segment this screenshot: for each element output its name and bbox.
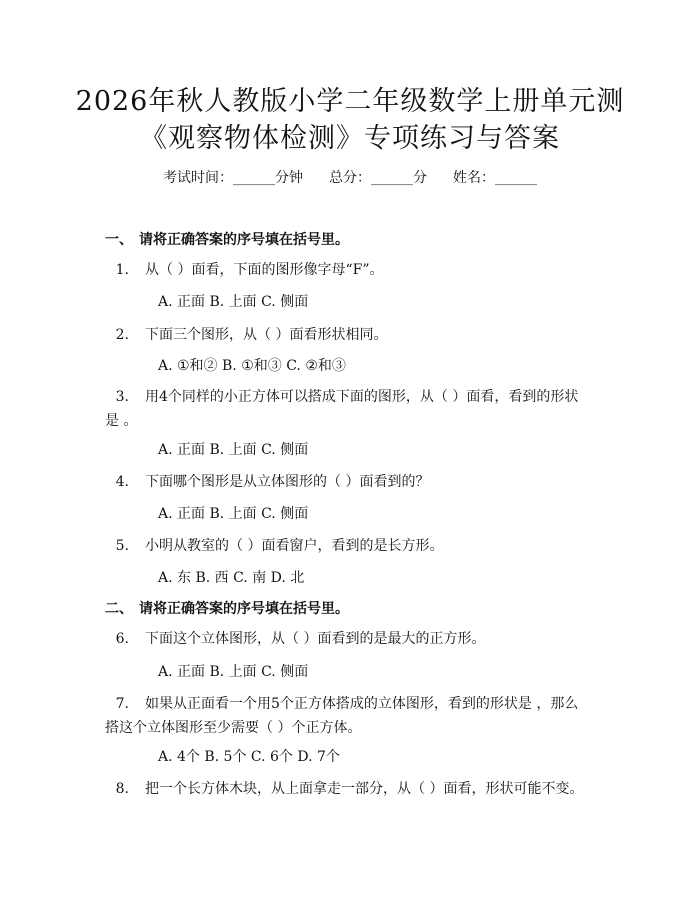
question-2-options: A. ①和② B. ①和③ C. ②和③ bbox=[158, 358, 346, 374]
total-score-field: 总分：______分 bbox=[329, 170, 427, 186]
question-text: 下面哪个图形是从立体图形的（ ）面看到的？ bbox=[145, 474, 430, 490]
section-heading-1 bbox=[105, 230, 349, 250]
question-1 bbox=[105, 258, 595, 282]
question-text-continued: 搭这个立体图形至少需要（ ）个正方体。 bbox=[105, 720, 362, 736]
section-number: 一、 bbox=[105, 232, 133, 248]
question-6 bbox=[105, 627, 595, 651]
question-number: 3. bbox=[115, 389, 129, 405]
question-number: 8. bbox=[115, 781, 129, 797]
question-text: 把一个长方体木块，从上面拿走一部分，从（ ）面看，形状可能不变。 bbox=[145, 781, 584, 797]
question-number: 5. bbox=[115, 538, 129, 554]
question-2 bbox=[105, 323, 595, 347]
question-text: 如果从正面看一个用5个正方体搭成的立体图形，看到的形状是 ，那么 bbox=[145, 696, 579, 712]
question-text: 从（ ）面看，下面的图形像字母“F”。 bbox=[145, 262, 384, 278]
question-text: 下面这个立体图形，从（ ）面看到的是最大的正方形。 bbox=[145, 631, 486, 647]
question-text: 小明从教室的（ ）面看窗户，看到的是长方形。 bbox=[145, 538, 444, 554]
question-number: 1. bbox=[115, 262, 129, 278]
exam-time-field: 考试时间：______分钟 bbox=[163, 170, 303, 186]
question-7 bbox=[105, 692, 595, 740]
question-8 bbox=[105, 777, 595, 801]
question-6-options: A. 正面 B. 上面 C. 侧面 bbox=[158, 664, 309, 680]
question-3-options: A. 正面 B. 上面 C. 侧面 bbox=[158, 442, 309, 458]
question-1-options: A. 正面 B. 上面 C. 侧面 bbox=[158, 294, 309, 310]
page-title-line-2: 《观察物体检测》专项练习与答案 bbox=[140, 123, 560, 154]
question-3 bbox=[105, 385, 595, 433]
question-text: 用4个同样的小正方体可以搭成下面的图形，从（ ）面看，看到的形状 bbox=[145, 389, 579, 405]
question-number: 2. bbox=[115, 327, 129, 343]
section-number: 二、 bbox=[105, 601, 133, 617]
section-heading-2 bbox=[105, 599, 349, 619]
section-title: 请将正确答案的序号填在括号里。 bbox=[139, 601, 349, 617]
question-4-options: A. 正面 B. 上面 C. 侧面 bbox=[158, 506, 309, 522]
question-text: 下面三个图形，从（ ）面看形状相同。 bbox=[145, 327, 388, 343]
exam-info bbox=[60, 168, 640, 188]
section-title: 请将正确答案的序号填在括号里。 bbox=[139, 232, 349, 248]
question-5-options: A. 东 B. 西 C. 南 D. 北 bbox=[158, 570, 305, 586]
question-4 bbox=[105, 470, 595, 494]
question-7-options: A. 4个 B. 5个 C. 6个 D. 7个 bbox=[158, 749, 340, 765]
page-title-line-1: 2026年秋人教版小学二年级数学上册单元测 bbox=[75, 86, 625, 117]
question-text-continued: 是 。 bbox=[105, 413, 138, 429]
question-number: 6. bbox=[115, 631, 129, 647]
name-field: 姓名：______ bbox=[453, 170, 537, 186]
question-number: 4. bbox=[115, 474, 129, 490]
question-5 bbox=[105, 534, 595, 558]
question-number: 7. bbox=[115, 696, 129, 712]
